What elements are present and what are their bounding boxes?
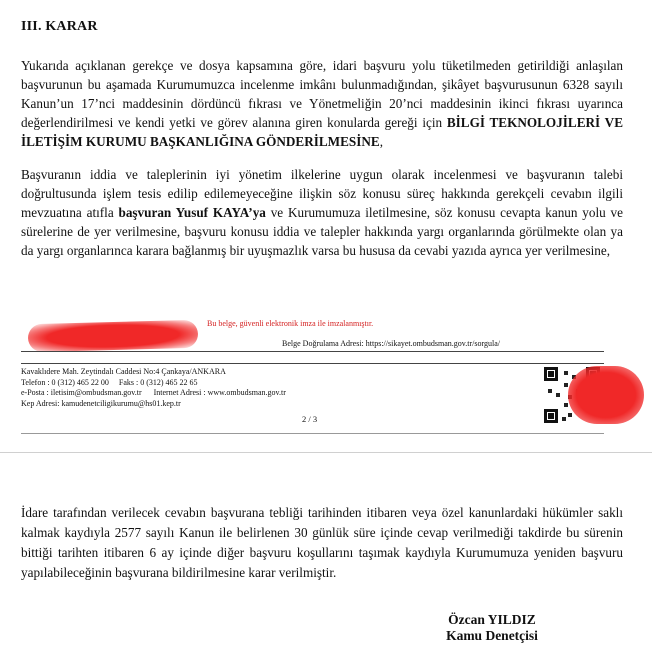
page-number: 2 / 3 <box>302 414 318 424</box>
paragraph-2-text-a: Başvuranın iddia ve taleplerinin iyi yönetim ilkelerine uygun olarak incelenmesi ve başvuranın talebi doğrultusunda işlem tesis edilip edilemeyeceğine ilişkin söz konusu süreç hakkında gerekçeli cevabın ilgili mevzuatına atıfla <box>21 167 623 220</box>
redaction-mark-signature <box>28 320 199 352</box>
paragraph-2-text-b: ve Kurumumuza iletilmesine, söz konusu cevapta kanun yolu ve sürelerine de yer verilmesine, başvuru konusu iddia ve talepler hakkında yargı organlarında görülmekte olan ya da yargı organlarınca karara bağlanmış bir uyuşmazlık varsa bu hususa da cevabi yazıda ayrıca yer verilmesine, <box>21 205 623 258</box>
qr-finder-top-left <box>544 367 558 381</box>
redaction-mark-qr <box>568 366 644 424</box>
contact-kep: Kep Adresi: kamudenetciligikurumu@hs01.kep.tr <box>21 398 181 408</box>
paragraph-3-text: İdare tarafından verilecek cevabın başvurana tebliği tarihinden itibaren veya özel kanunlardaki hükümler saklı kalmak kaydıyla 2577 sayılı Kanun ile belirlenen 30 günlük süre içinde cevap verilmediği takdirde bu sürenin bittiği tarihten itibaren 6 ay içinde diğer başvuru koşullarını taşımak kaydıyla Kurumumuza yeniden başvuru yapılabileceğinin başvurana bildirilmesine karar verilmiştir. <box>21 505 623 580</box>
contact-phone: Telefon : 0 (312) 465 22 00 Faks : 0 (312) 465 22 65 <box>21 377 198 387</box>
footer-divider-bottom <box>21 433 604 434</box>
section-heading: III. KARAR <box>21 19 98 34</box>
qr-finder-bottom-left <box>544 409 558 423</box>
contact-block <box>21 367 286 409</box>
signer-name: Özcan YILDIZ <box>448 612 536 627</box>
qr-module <box>568 413 572 417</box>
qr-module <box>564 383 568 387</box>
signer-block <box>442 612 542 644</box>
contact-address: Kavaklıdere Mah. Zeytindalı Caddesi No:4 Çankaya/ANKARA <box>21 367 226 376</box>
qr-module <box>564 403 568 407</box>
qr-module <box>556 393 560 397</box>
paragraph-1-tail: , <box>379 134 383 149</box>
qr-module <box>564 371 568 375</box>
esign-notice: Bu belge, güvenli elektronik imza ile imzalanmıştır. <box>207 319 374 328</box>
decision-paragraph-3 <box>21 503 623 583</box>
footer-divider-mid <box>21 363 604 364</box>
paragraph-1-bold-recipient: BİLGİ TEKNOLOJİLERİ VE İLETİŞİM KURUMU BAŞKANLIĞINA GÖNDERİLMESİNE <box>21 115 623 149</box>
footer-divider-top <box>21 351 604 352</box>
decision-paragraph-1 <box>21 56 623 151</box>
page-break-line <box>0 452 652 453</box>
qr-module <box>562 417 566 421</box>
qr-module <box>548 389 552 393</box>
signer-title: Kamu Denetçisi <box>446 628 538 643</box>
paragraph-1-text: Yukarıda açıklanan gerekçe ve dosya kapsamına göre, idari başvuru yolu tüketilmeden getirildiği anlaşılan başvurunun bu aşamada Kurumumuzca incelenme imkânı bulunmadığından, şikâyet başvurusunun 6328 sayılı Kanun’un 17’nci maddesinin dördüncü fıkrası ve Yönetmeliğin 20’nci maddesinin ikinci fıkrası uyarınca değerlendirilmesi ve kendi yetki ve görev alanına giren konularda gereği için <box>21 58 623 130</box>
decision-paragraph-2 <box>21 165 623 260</box>
contact-email: e-Posta : iletisim@ombudsman.gov.tr Internet Adresi : www.ombudsman.gov.tr <box>21 388 286 397</box>
verification-address: Belge Doğrulama Adresi: https://sikayet.ombudsman.gov.tr/sorgula/ <box>282 339 500 348</box>
paragraph-2-bold-applicant: başvuran Yusuf KAYA’ya <box>118 205 266 220</box>
